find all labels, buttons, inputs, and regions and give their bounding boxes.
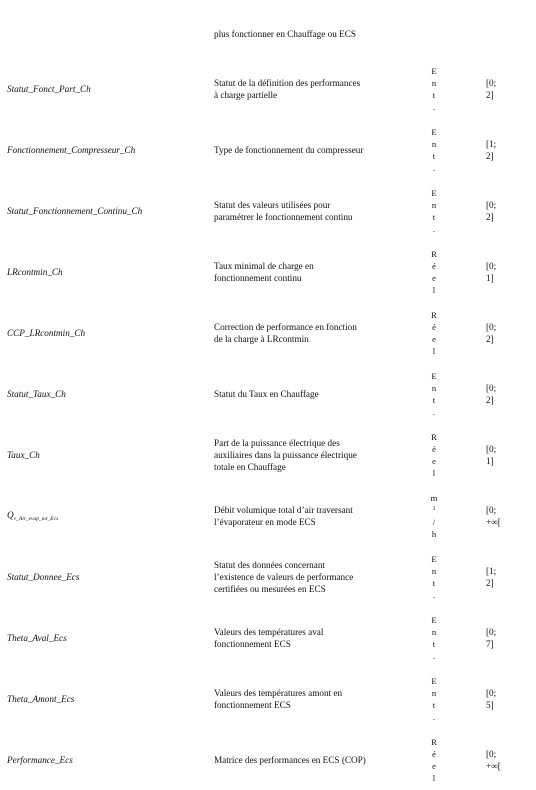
variable-description: Statut des valeurs utilisées pour paramétrer le fonctionnement continu: [214, 199, 353, 222]
variable-description: Taux minimal de charge en fonctionnement continu: [214, 260, 314, 283]
variable-description: Valeurs des températures aval fonctionnement ECS: [214, 626, 324, 649]
variable-name: $Q_{v\_Air\_evap\_tot\_Ecs}$: [7, 509, 59, 522]
variable-range: [0; 2]: [486, 199, 497, 222]
variable-description: Matrice des performances en ECS (COP): [214, 754, 366, 765]
variable-type: E n t .: [431, 126, 437, 173]
table-row: [0, 241, 536, 302]
variable-description: Part de la puissance électrique des auxiliaires dans la puissance électrique totale en Chauffage: [214, 437, 357, 472]
variable-type: R é e l: [431, 736, 437, 783]
variable-name: Fonctionnement_Compresseur_Ch: [7, 144, 136, 155]
variable-type: E n t .: [431, 614, 437, 661]
variable-name: Statut_Taux_Ch: [7, 388, 66, 399]
variable-range: [1; 2]: [486, 565, 497, 588]
variable-name: Statut_Fonct_Part_Ch: [7, 83, 91, 94]
variable-range: [1; 2]: [486, 138, 497, 161]
variable-name: Theta_Amont_Ecs: [7, 693, 75, 704]
table-row: [0, 363, 536, 424]
variable-type: R é e l: [431, 248, 437, 295]
variable-type: E n t .: [431, 65, 437, 112]
variable-name: CCP_LRcontmin_Ch: [7, 327, 86, 338]
table-row: [0, 119, 536, 180]
variable-description: Statut du Taux en Chauffage: [214, 388, 319, 399]
variable-type: R é e l: [431, 431, 437, 478]
variable-range: [0; 5]: [486, 687, 497, 710]
variable-range: [0; 2]: [486, 321, 497, 344]
table-row: [0, 424, 536, 485]
variable-name: LRcontmin_Ch: [7, 266, 63, 277]
variable-range: [0; 2]: [486, 382, 497, 405]
variable-description: Statut des données concernant l’existence de valeurs de performance certifiées ou mesurées en ECS: [214, 559, 354, 594]
variable-range: [0; +∞[: [486, 504, 501, 527]
variable-type: m 3 / h: [430, 492, 438, 539]
variable-type: E n t .: [431, 553, 437, 600]
variable-range: [0; 1]: [486, 260, 497, 283]
variable-name: Statut_Fonctionnement_Continu_Ch: [7, 205, 143, 216]
variable-name: Performance_Ecs: [7, 754, 73, 765]
variable-range: [0; 2]: [486, 77, 497, 100]
variable-name: Statut_Donnee_Ecs: [7, 571, 80, 582]
variable-description: Débit volumique total d’air traversant l’évaporateur en mode ECS: [214, 504, 353, 527]
variable-description: Statut de la définition des performances à charge partielle: [214, 77, 361, 100]
table-row: [0, 729, 536, 790]
variable-name: Theta_Aval_Ecs: [7, 632, 67, 643]
continuation-text: plus fonctionner en Chauffage ou ECS: [214, 29, 356, 39]
table-row: [0, 302, 536, 363]
variable-range: [0; 7]: [486, 626, 497, 649]
variable-range: [0; 1]: [486, 443, 497, 466]
table-row: [0, 58, 536, 119]
variable-range: [0; +∞[: [486, 748, 501, 771]
variable-description: Valeurs des températures amont en fonctionnement ECS: [214, 687, 343, 710]
table-row: [0, 180, 536, 241]
table-row: [0, 485, 536, 546]
variable-type: E n t .: [431, 187, 437, 234]
variable-type: R é e l: [431, 309, 437, 356]
variable-description: Correction de performance en fonction de la charge à LRcontmin: [214, 321, 357, 344]
variable-type: E n t .: [431, 370, 437, 417]
table-row: [0, 607, 536, 668]
variable-name: Taux_Ch: [7, 449, 40, 460]
variable-description: Type de fonctionnement du compresseur: [214, 144, 364, 155]
variable-type: E n t .: [431, 675, 437, 722]
table-row: [0, 668, 536, 729]
table-row: [0, 546, 536, 607]
